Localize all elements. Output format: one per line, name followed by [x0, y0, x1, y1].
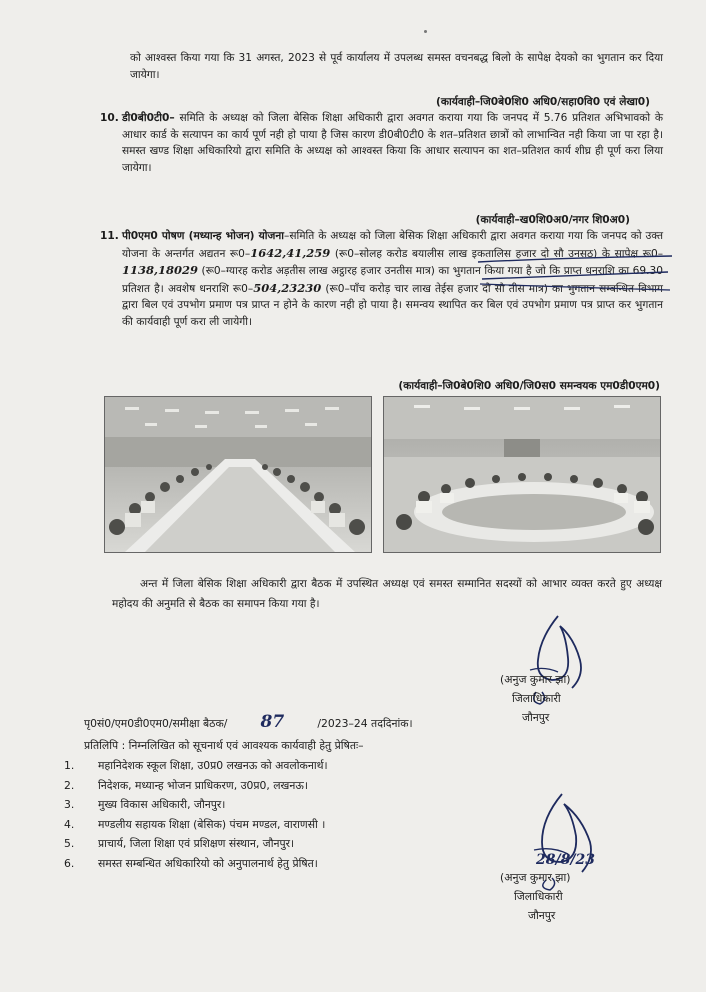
item11-text-3: (रू0–ग्यारह करोड अड़तीस लाख अट्ठारह हजार उनतीस मात्र) का भुगतान किया गया है जो कि प्राप्त धनराशि का 69.30 प्रतिशत है। अवशेष धनराशि रू0–: [122, 265, 663, 295]
item10-action: (कार्यवाही–ख0शि0अ0/नगर शि0अ0): [475, 214, 630, 226]
item10-heading: डी0बी0टी0–: [122, 112, 175, 124]
cc-list-number: 2.: [64, 778, 75, 792]
cc-list-item: [64, 797, 504, 814]
item10-text: समिति के अध्यक्ष को जिला बेसिक शिक्षा अधिकारी द्वारा अवगत कराया गया कि जनपद में 5.76 प्रतिशत अभिभावको के आधार कार्ड के सत्यापन का कार्य पूर्ण नही हो पाया है जिस कारण डी0बी0टी0 के शत–प्रतिशत छात्रों को लाभान्वित नही किया जा पा रहा है। समस्त खण्ड शिक्षा अधिकारियो द्वारा समिति के अध्यक्ष को आश्वस्त किया कि आधार सत्यापन का शत–प्रतिशत कार्य शीघ्र ही पूर्ण करा लिया जायेगा।: [122, 112, 664, 174]
signatory-2-block: [500, 868, 620, 925]
item11-action: (कार्यवाही–जि0बे0शि0 अधि0/जि0स0 समन्वयक एम0डी0एम0): [398, 380, 660, 392]
letter-reference: [84, 714, 644, 733]
signature-2-date: 28/8/23: [536, 852, 595, 868]
meeting-photo-left: [104, 396, 372, 553]
reference-prefix: पृ0सं0/एम0डी0एम0/समीक्षा बैठक/: [84, 717, 228, 730]
item11-text-2: (रू0–सोलह करोड बयालीस लाख इकतालिस हजार दो सौ उनसठ) के सापेक्ष रू0–: [330, 247, 663, 260]
signatory-1-place: जौनपुर: [522, 711, 550, 724]
signatory-2-title: जिलाधिकारी: [514, 890, 563, 903]
item11-text-1: –समिति के अध्यक्ष को जिला बेसिक शिक्षा अधिकारी द्वारा अवगत कराया गया कि जनपद को उक्त योजना के अन्तर्गत अद्यतन रू0–: [122, 230, 663, 260]
cc-list-number: 4.: [64, 817, 75, 831]
cc-list-text: निदेशक, मध्यान्ह भोजन प्राधिकरण, उ0प्र0, लखनऊ।: [98, 778, 308, 792]
cc-list-text: प्राचार्य, जिला शिक्षा एवं प्रशिक्षण संस्थान, जौनपुर।: [98, 837, 295, 850]
reference-suffix: /2023–24 तददिनांक।: [317, 717, 413, 730]
cc-list-number: 6.: [64, 856, 75, 870]
reference-number: 87: [260, 712, 285, 732]
cc-list-item: [64, 817, 504, 834]
meeting-photo-right: [383, 396, 661, 553]
cc-list-text: मुख्य विकास अधिकारी, जौनपुर।: [98, 798, 226, 811]
item11-text-4: (रू0–पाँच करोड़ चार लाख तेईस हजार दो सौ तीस मात्र) का भुगतान सम्बन्धित विभाग द्वारा बिल एवं उपभोग प्रमाण पत्र प्राप्त न होने के कारण नही हो पाया है। समन्वय स्थापित कर बिल एवं उपभोग प्रमाण पत्र प्राप्त कर भुगतान की कार्यवाही पूर्ण करा ली जायेगी।: [122, 282, 663, 328]
cc-list-item: [64, 836, 504, 853]
cc-list-item: [64, 758, 504, 775]
intro-paragraph: को आश्वस्त किया गया कि 31 अगस्त, 2023 से पूर्व कार्यालय में उपलब्ध समस्त वचनबद्ध बिलो के सापेक्ष देयको का भुगतान कर दिया जायेगा।: [130, 52, 663, 81]
amount-balance: 504,23230: [253, 280, 322, 295]
closing-paragraph: अन्त में जिला बेसिक शिक्षा अधिकारी द्वारा बैठक में उपस्थित अध्यक्ष एवं समस्त सम्मानित सदस्यों को आभार व्यक्त करते हुए अध्यक्ष महोदय की अनुमति से बैठक का समापन किया गया है।: [112, 578, 662, 610]
cc-list-item: [64, 856, 504, 873]
item11-heading: पी0एम0 पोषण (मध्यान्ह भोजन) योजना: [122, 230, 285, 242]
cc-intro: प्रतिलिपि : निम्नलिखित को सूचनार्थ एवं आवश्यक कार्यवाही हेतु प्रेषितः–: [84, 739, 364, 752]
amount-paid: 1138,18029: [122, 263, 199, 277]
cc-list-text: मण्डलीय सहायक शिक्षा (बेसिक) पंचम मण्डल, वाराणसी ।: [98, 817, 326, 831]
signatory-1-name: (अनुज कुमार झा): [500, 673, 571, 686]
signatory-2-name: (अनुज कुमार झा): [500, 871, 571, 884]
cc-list-number: 1.: [64, 759, 75, 772]
signatory-1-title: जिलाधिकारी: [512, 692, 561, 705]
cc-list-text: समस्त सम्बन्धित अधिकारियो को अनुपालनार्थ हेतु प्रेषित।: [98, 856, 318, 870]
amount-allotted: 1642,41,259: [250, 245, 331, 260]
cc-list-number: 5.: [64, 837, 75, 850]
cc-list-text: महानिदेशक स्कूल शिक्षा, उ0प्र0 लखनऊ को अवलोकनार्थ।: [98, 759, 328, 772]
cc-list-number: 3.: [64, 798, 75, 811]
item11-number: 11.: [100, 230, 119, 242]
signatory-2-place: जौनपुर: [528, 909, 556, 922]
cc-list-item: [64, 778, 504, 795]
item10-number: 10.: [100, 112, 119, 124]
intro-action: (कार्यवाही–जि0बे0शि0 अधि0/सहा0वि0 एवं लेखा0): [436, 96, 650, 108]
